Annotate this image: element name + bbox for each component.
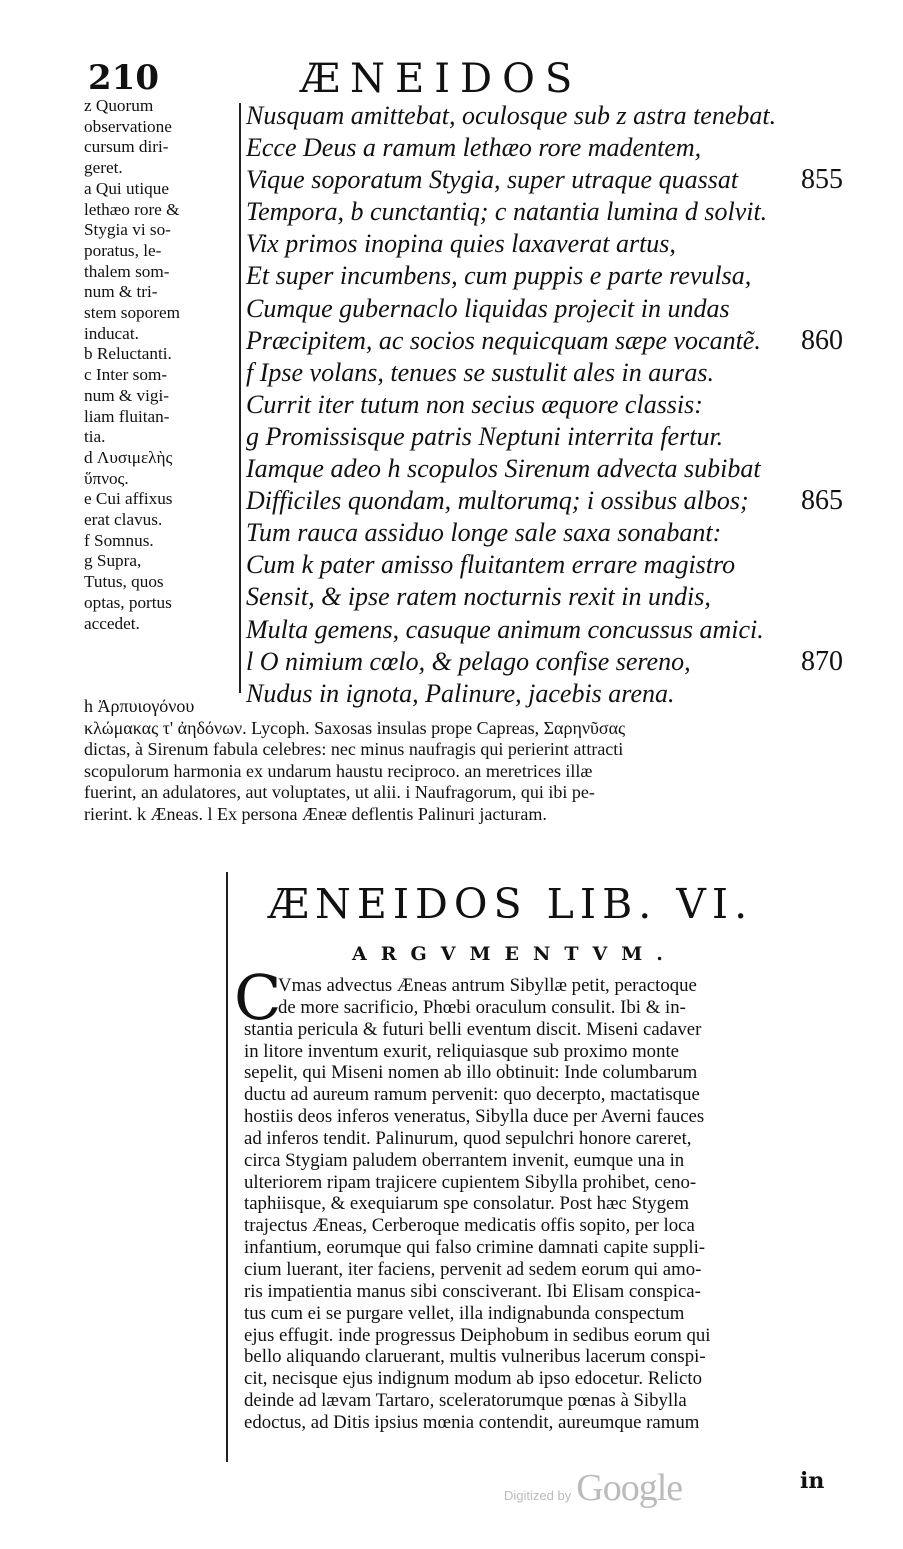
gloss-line: cursum diri- bbox=[84, 137, 169, 157]
gloss-line: tia. bbox=[84, 427, 106, 447]
argument-line: tus cum ei se purgare vellet, illa indignabunda conspectum bbox=[244, 1302, 685, 1324]
footnote-line: κλώμακας τ' ἀηδόνων. Lycoph. Saxosas insulas prope Capreas, Σαρηνῦσας bbox=[84, 717, 626, 738]
verse-line bbox=[246, 228, 866, 260]
gloss-line: ὕπνος. bbox=[84, 468, 129, 488]
argument-line: cit, necisque ejus indignum modum ab ipso edocetur. Relicto bbox=[244, 1368, 702, 1390]
verse-line bbox=[246, 196, 866, 228]
verse-line bbox=[246, 132, 866, 164]
verse-line bbox=[246, 325, 866, 357]
argument-line: ris impatientia manus sibi consciverant. Ibi Elisam conspica- bbox=[244, 1280, 701, 1302]
verse-number: 860 bbox=[801, 324, 843, 356]
verse-text: Nusquam amittebat, oculosque sub z astra tenebat. bbox=[246, 101, 777, 130]
catchword: in bbox=[800, 1468, 825, 1494]
verse-text: Difficiles quondam, multorumq; i ossibus albos; bbox=[246, 486, 749, 516]
gloss-line: liam fluitan- bbox=[84, 406, 170, 426]
footnote-line: h Ἀρπυιογόνου bbox=[84, 696, 195, 716]
verse-line bbox=[246, 453, 866, 485]
verse-text: g Promissisque patris Neptuni interrita fertur. bbox=[246, 421, 724, 451]
verse-text: Iamque adeo h scopulos Sirenum advecta subibat bbox=[246, 454, 761, 484]
gloss-line: lethæo rore & bbox=[84, 199, 180, 219]
drop-cap: C bbox=[234, 961, 282, 1034]
argument-line: stantia pericula & futuri belli eventum discit. Miseni cadaver bbox=[244, 1018, 702, 1040]
gloss-line: Stygia vi so- bbox=[84, 220, 171, 240]
argument-rule bbox=[226, 872, 228, 1462]
gloss-line: geret. bbox=[84, 158, 123, 178]
verse-text: Tempora, b cunctantiq; c natantia lumina d solvit. bbox=[246, 197, 768, 227]
gloss-line: Tutus, quos bbox=[84, 572, 164, 592]
gloss-line: num & tri- bbox=[84, 282, 158, 302]
gloss-line: observatione bbox=[84, 116, 172, 136]
verse-block bbox=[246, 100, 866, 710]
gloss-line: f Somnus. bbox=[84, 530, 154, 550]
gloss-line: accedet. bbox=[84, 613, 140, 633]
gloss-line: c Inter som- bbox=[84, 365, 168, 385]
verse-text: Cumque gubernaclo liquidas projecit in undas bbox=[246, 293, 730, 323]
argument-line: cium luerant, iter faciens, pervenit ad sedem eorum qui amo- bbox=[244, 1258, 702, 1280]
argument-line: hostiis deos inferos veneratus, Sibylla duce per Averni fauces bbox=[244, 1106, 705, 1128]
argument-line: de more sacrificio, Phœbi oraculum consulit. Ibi & in- bbox=[278, 996, 686, 1018]
argument-line: infantium, eorumque qui falso crimine damnati capite suppli- bbox=[244, 1237, 706, 1259]
gloss-line: a Qui utique bbox=[84, 178, 169, 198]
verse-text: Vix primos inopina quies laxaverat artus, bbox=[246, 229, 676, 259]
verse-number: 855 bbox=[801, 164, 843, 196]
footnote-line: fuerint, an adulatores, aut voluptates, ut alii. i Naufragorum, qui ibi pe- bbox=[84, 782, 595, 802]
verse-line bbox=[246, 293, 866, 325]
verse-text: Cum k pater amisso fluitantem errare magistro bbox=[246, 550, 736, 580]
argument-line: edoctus, ad Ditis ipsius mœnia contendit, aureumque ramum bbox=[244, 1411, 700, 1433]
digitized-watermark bbox=[504, 1466, 682, 1510]
verse-line bbox=[246, 421, 866, 453]
gloss-line: e Cui affixus bbox=[84, 489, 173, 509]
marginal-glosses bbox=[84, 96, 234, 634]
gloss-line: thalem som- bbox=[84, 261, 170, 281]
gloss-line: num & vigi- bbox=[84, 385, 169, 405]
argument-line: ad inferos tendit. Palinurum, quod sepulchri honore careret, bbox=[244, 1127, 692, 1149]
argument-line: ulteriorem ripam trajicere cupientem Sibylla prohibet, ceno- bbox=[244, 1171, 697, 1193]
argument-line: ductu ad aureum ramum pervenit: quo decerpto, mactatisque bbox=[244, 1084, 700, 1106]
argument-line: taphiisque, & exequiarum spe consolatur. Post hæc Stygem bbox=[244, 1193, 689, 1215]
watermark-prefix: Digitized by bbox=[504, 1488, 572, 1503]
gloss-line: erat clavus. bbox=[84, 510, 163, 530]
verse-text: Multa gemens, casuque animum concussus amici. bbox=[246, 614, 764, 644]
argument-line: deinde ad lævam Tartaro, sceleratorumque pœnas à Sibylla bbox=[244, 1390, 687, 1412]
verse-number: 865 bbox=[801, 485, 843, 517]
argument-line: ejus effugit. inde progressus Deiphobum in sedibus eorum qui bbox=[244, 1324, 711, 1346]
verse-text: Ecce Deus a ramum lethæo rore madentem, bbox=[246, 133, 702, 163]
verse-line bbox=[246, 646, 866, 678]
verse-text: l O nimium cœlo, & pelago confise sereno, bbox=[246, 646, 691, 676]
gloss-line: d Λυσιμελὴς bbox=[84, 447, 173, 467]
footnote-line: dictas, à Sirenum fabula celebres: nec minus naufragis qui perierint attracti bbox=[84, 739, 624, 759]
gloss-line: inducat. bbox=[84, 323, 139, 343]
gloss-line: poratus, le- bbox=[84, 240, 162, 260]
verse-line bbox=[246, 164, 866, 196]
gloss-line: b Reluctanti. bbox=[84, 344, 172, 364]
verse-line bbox=[246, 485, 866, 517]
verse-text: Nudus in ignota, Palinure, jacebis arena. bbox=[246, 678, 675, 708]
verse-number: 870 bbox=[801, 645, 843, 677]
argument-line: circa Stygiam paludem oberrantem invenit, eumque una in bbox=[244, 1149, 685, 1171]
footnote-line: scopulorum harmonia ex undarum haustu reciproco. an meretrices illæ bbox=[84, 760, 593, 781]
footnote-line: rierint. k Æneas. l Ex persona Æneæ deflentis Palinuri jacturam. bbox=[84, 803, 547, 824]
gloss-line: z Quorum bbox=[84, 96, 154, 115]
gloss-line: g Supra, bbox=[84, 551, 142, 571]
verse-line bbox=[246, 260, 866, 292]
google-logo: Google bbox=[576, 1467, 683, 1509]
running-title: ÆNEIDOS bbox=[300, 56, 583, 102]
argument-heading: ARGVMENTVM. bbox=[352, 943, 677, 965]
argument-line: in litore inventum exurit, reliquiasque sub proximo monte bbox=[244, 1040, 680, 1062]
verse-text: f Ipse volans, tenues se sustulit ales in auras. bbox=[246, 357, 714, 387]
book-title: ÆNEIDOS LIB. VI. bbox=[268, 880, 754, 928]
argument-line: sepelit, qui Miseni nomen ab illo obtinuit: Inde columbarum bbox=[244, 1062, 698, 1084]
argument-line: bello aliquando claruerant, multis vulneribus lacerum conspi- bbox=[244, 1346, 706, 1368]
verse-text: Et super incumbens, cum puppis e parte revulsa, bbox=[246, 261, 752, 291]
verse-line bbox=[246, 357, 866, 389]
argument-line: Vmas advectus Æneas antrum Sibyllæ petit, peractoque bbox=[278, 975, 697, 996]
verse-text: Sensit, & ipse ratem nocturnis rexit in undis, bbox=[246, 582, 711, 612]
page-number: 210 bbox=[88, 58, 159, 98]
argument-text bbox=[244, 975, 848, 1434]
verse-line bbox=[246, 549, 866, 581]
verse-text: Vique soporatum Stygia, super utraque quassat bbox=[246, 165, 739, 195]
gloss-line: optas, portus bbox=[84, 592, 172, 612]
verse-line bbox=[246, 389, 866, 421]
argument-line: trajectus Æneas, Cerberoque medicatis offis sopito, per loca bbox=[244, 1215, 695, 1237]
verse-text: Præcipitem, ac socios nequicquam sæpe vocantẽ. bbox=[246, 325, 761, 355]
verse-text: Currit iter tutum non secius æquore classis: bbox=[246, 389, 703, 419]
verse-line bbox=[246, 581, 866, 613]
verse-line bbox=[246, 517, 866, 549]
verse-line bbox=[246, 614, 866, 646]
verse-text: Tum rauca assiduo longe sale saxa sonabant: bbox=[246, 518, 722, 548]
verse-line bbox=[246, 100, 866, 132]
footnotes bbox=[84, 696, 854, 825]
gloss-line: stem soporem bbox=[84, 303, 180, 323]
margin-rule bbox=[239, 103, 241, 693]
